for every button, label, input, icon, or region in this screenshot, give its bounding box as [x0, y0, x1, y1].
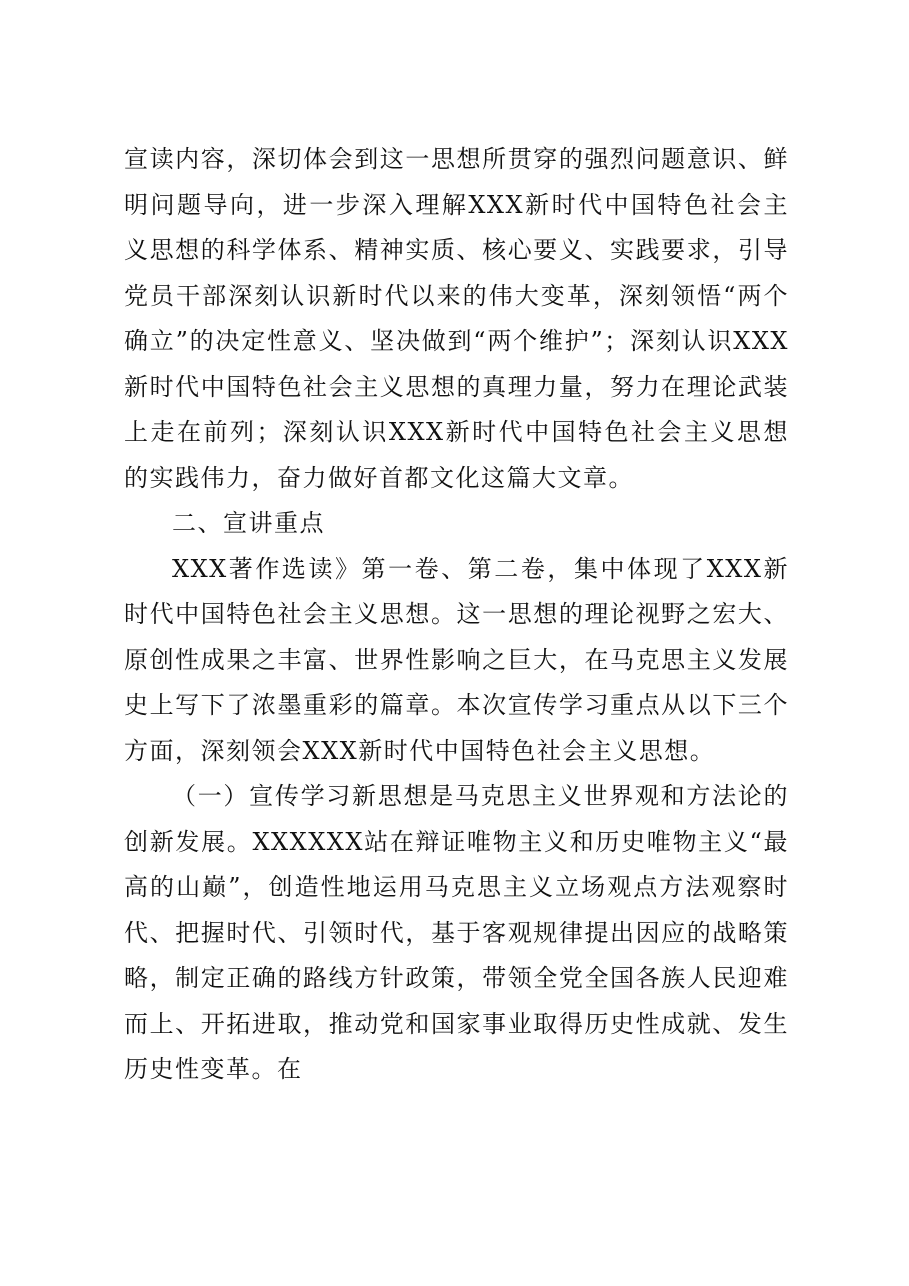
body-paragraph: （一）宣传学习新思想是马克思主义世界观和方法论的创新发展。XXXXXX站在辩证唯物主义和历史唯物主义“最高的山巅”，创造性地运用马克思主义立场观点方法观察时代、把握时代、引领时代，基于客观规律提出因应的战略策略，制定正确的路线方针政策，带领全党全国各族人民迎难而上、开拓进取，推动党和国家事业取得历史性成就、发生历史性变革。在 — [124, 782, 789, 1083]
section-heading: 二、宣讲重点 — [172, 509, 325, 537]
body-paragraph: 宣读内容，深切体会到这一思想所贯穿的强烈问题意识、鲜明问题导向，进一步深入理解XXX新时代中国特色社会主义思想的科学体系、精神实质、核心要义、实践要求，引导党员干部深刻认识新时代以来的伟大变革，深刻领悟“两个确立”的决定性意义、坚决做到“两个维护”；深刻认识XXX新时代中国特色社会主义思想的真理力量，努力在理论武装上走在前列；深刻认识XXX新时代中国特色社会主义思想的实践伟力，奋力做好首都文化这篇大文章。 — [124, 145, 789, 492]
document-body — [124, 137, 789, 1093]
body-paragraph: XXX著作选读》第一卷、第二卷，集中体现了XXX新时代中国特色社会主义思想。这一思想的理论视野之宏大、原创性成果之丰富、世界性影响之巨大，在马克思主义发展史上写下了浓墨重彩的篇章。本次宣传学习重点从以下三个方面，深刻领会XXX新时代中国特色社会主义思想。 — [124, 554, 789, 765]
